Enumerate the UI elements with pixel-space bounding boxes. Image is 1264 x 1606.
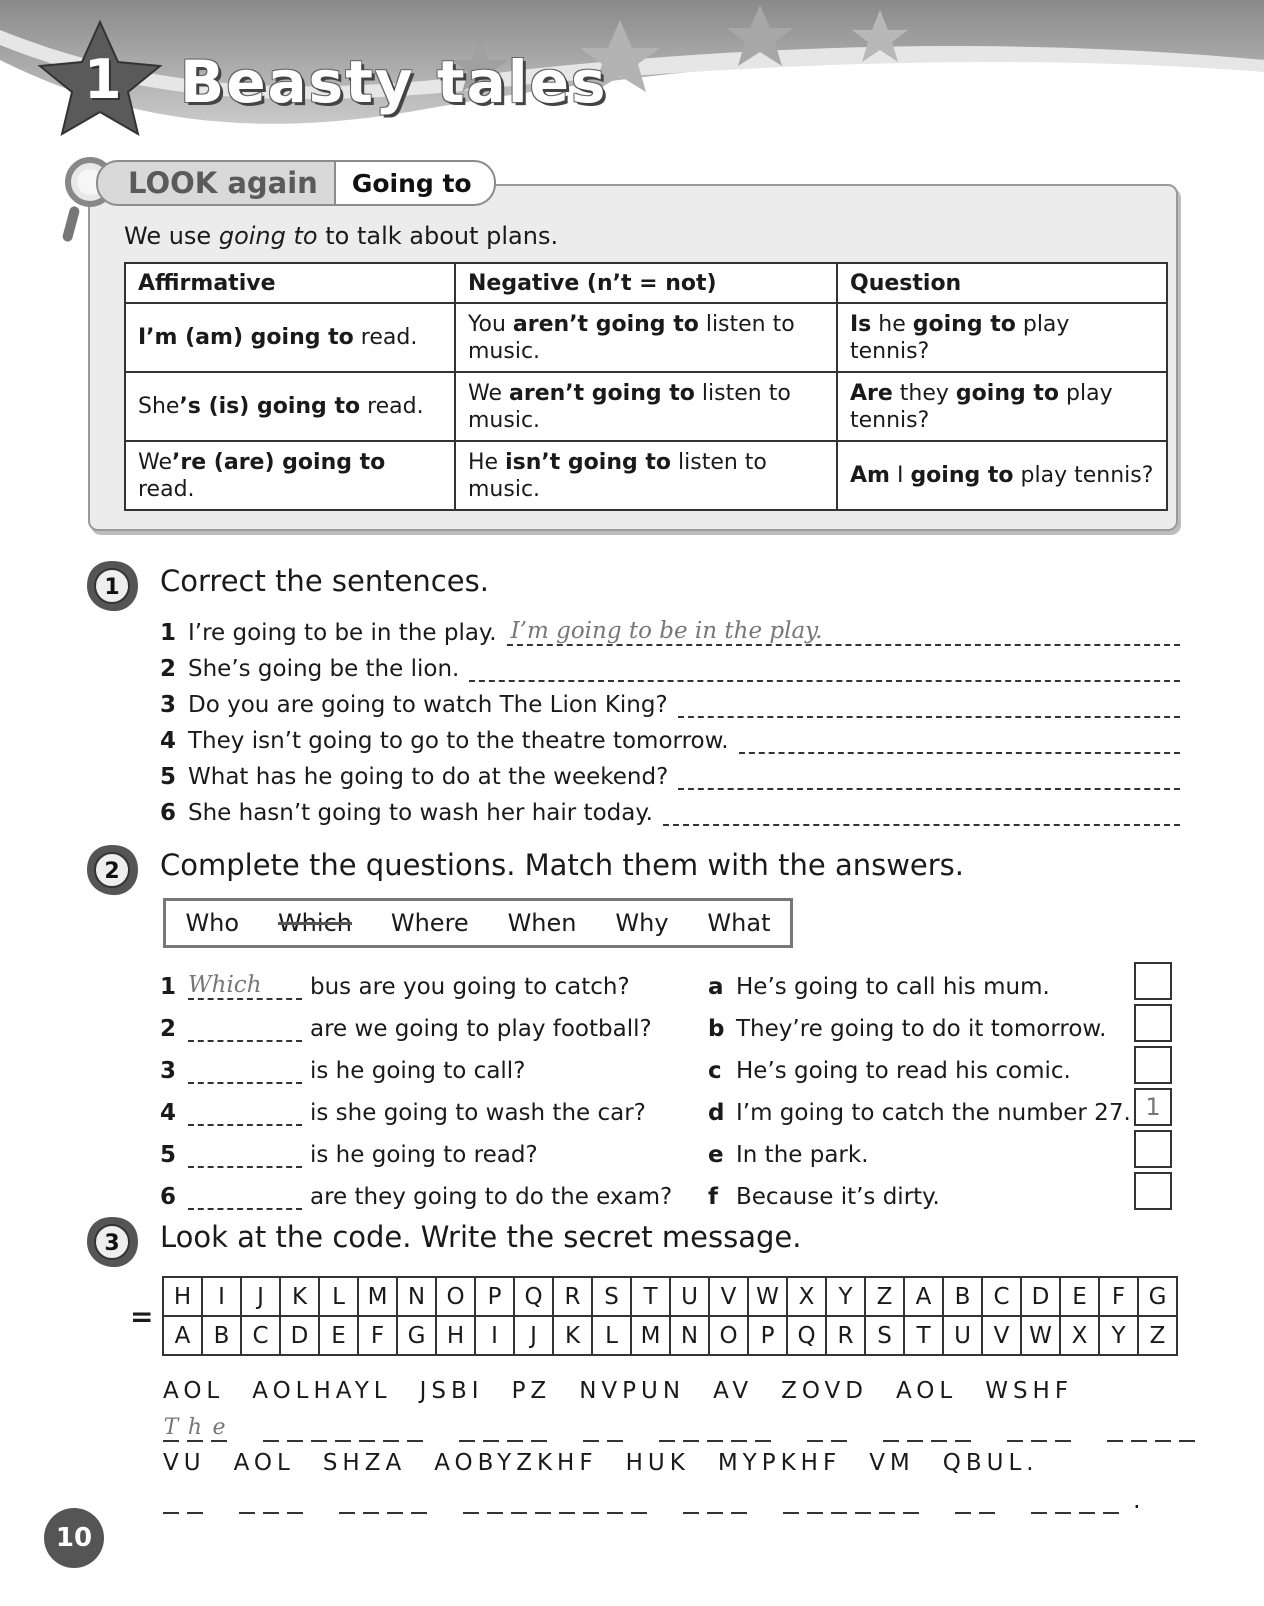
answer-word [583, 1416, 631, 1442]
letter-blank[interactable] [731, 1488, 747, 1514]
table-cell: You aren’t going to listen to music. [455, 303, 837, 372]
code-letter: Q [787, 1316, 826, 1355]
code-letter: F [358, 1316, 397, 1355]
page-number: 10 [44, 1508, 104, 1568]
code-row-plain [163, 1316, 1177, 1355]
code-letter: N [397, 1277, 436, 1316]
answer-word [1107, 1416, 1203, 1442]
table-cell: We’re (are) going to read. [125, 441, 455, 510]
code-letter: Q [514, 1277, 553, 1316]
code-letter: E [319, 1316, 358, 1355]
answer-item: a He’s going to call his mum. [708, 974, 1050, 1000]
letter-blank[interactable] [507, 1416, 523, 1442]
question-blank[interactable] [188, 1140, 302, 1168]
letter-blank[interactable]: T [163, 1415, 179, 1440]
match-box[interactable] [1134, 1046, 1172, 1084]
secret-message-line-2 [163, 1450, 1067, 1476]
code-letter: J [241, 1277, 280, 1316]
letter-blank[interactable] [311, 1416, 327, 1442]
letter-blank[interactable] [755, 1416, 771, 1442]
word-who: Who [185, 909, 240, 937]
answer-word [459, 1416, 555, 1442]
letter-blank[interactable] [1103, 1488, 1119, 1514]
letter-blank[interactable] [979, 1488, 995, 1514]
code-word: AOBYZKHF [434, 1450, 598, 1476]
letter-blank[interactable] [483, 1416, 499, 1442]
sentence-item: 4 They isn’t going to go to the theatre tomorrow. [160, 720, 1180, 754]
unit-header [0, 0, 1264, 150]
code-letter: Y [826, 1277, 865, 1316]
answer-word [1007, 1416, 1079, 1442]
letter-blank[interactable] [707, 1488, 723, 1514]
code-letter: A [163, 1316, 202, 1355]
code-letter: M [631, 1316, 670, 1355]
letter-blank[interactable] [239, 1488, 255, 1514]
answer-word [463, 1488, 655, 1514]
grammar-table [124, 262, 1168, 511]
code-table [162, 1276, 1178, 1356]
code-letter: Z [865, 1277, 904, 1316]
word-when: When [507, 909, 577, 937]
code-letter: P [748, 1316, 787, 1355]
word-what: What [707, 909, 771, 937]
letter-blank[interactable] [1055, 1416, 1071, 1442]
letter-blank[interactable] [907, 1416, 923, 1442]
question-item: 4 is she going to wash the car? [160, 1100, 646, 1126]
table-row [125, 441, 1167, 510]
answer-blanks-line-1 [163, 1412, 1231, 1442]
code-letter: N [670, 1316, 709, 1355]
answer-item: c He’s going to read his comic. [708, 1058, 1071, 1084]
sentence-item: 5 What has he going to do at the weekend? [160, 756, 1180, 790]
code-letter: M [358, 1277, 397, 1316]
letter-blank[interactable] [1031, 1488, 1047, 1514]
answer-word [163, 1488, 211, 1514]
letter-blank[interactable] [583, 1416, 599, 1442]
letter-blank[interactable] [187, 1488, 203, 1514]
code-letter: L [592, 1316, 631, 1355]
letter-blank[interactable] [459, 1416, 475, 1442]
letter-blank[interactable] [339, 1488, 355, 1514]
answer-word [683, 1488, 755, 1514]
question-blank[interactable] [188, 1098, 302, 1126]
answer-word [163, 1416, 235, 1442]
letter-blank[interactable] [879, 1488, 895, 1514]
word-box [163, 898, 793, 948]
code-letter: G [1138, 1277, 1177, 1316]
match-box[interactable] [1134, 962, 1172, 1000]
answer-line[interactable] [469, 656, 1180, 682]
question-blank[interactable] [188, 972, 302, 1000]
code-word: HUK [625, 1450, 690, 1476]
code-word: VU [163, 1450, 206, 1476]
code-letter: V [982, 1316, 1021, 1355]
table-row [125, 303, 1167, 372]
full-stop: . [1133, 1486, 1141, 1514]
table-cell: Are they going to play tennis? [837, 372, 1167, 441]
code-letter: I [202, 1277, 241, 1316]
answer-word [659, 1416, 779, 1442]
code-word: SHZA [322, 1450, 407, 1476]
letter-blank[interactable] [287, 1488, 303, 1514]
answer-line[interactable] [678, 764, 1180, 790]
code-letter: T [904, 1316, 943, 1355]
example-fill: Which [188, 972, 262, 998]
code-letter: V [709, 1277, 748, 1316]
question-blank[interactable] [188, 1056, 302, 1084]
code-letter: X [787, 1277, 826, 1316]
letter-blank[interactable] [559, 1488, 575, 1514]
question-blank[interactable] [188, 1014, 302, 1042]
code-letter: L [319, 1277, 358, 1316]
answer-item: d I’m going to catch the number 27. [708, 1100, 1131, 1126]
code-letter: U [670, 1277, 709, 1316]
letter-blank[interactable] [783, 1488, 799, 1514]
answer-blanks-line-2 [163, 1484, 1141, 1514]
code-letter: H [163, 1277, 202, 1316]
code-letter: Y [1099, 1316, 1138, 1355]
code-letter: R [826, 1316, 865, 1355]
letter-blank[interactable] [607, 1488, 623, 1514]
table-cell: We aren’t going to listen to music. [455, 372, 837, 441]
grammar-topic: Going to [336, 160, 496, 206]
table-row [125, 372, 1167, 441]
table-cell: He isn’t going to listen to music. [455, 441, 837, 510]
answer-word [339, 1488, 435, 1514]
code-word: JSBI [419, 1378, 484, 1404]
code-word: AOL [233, 1450, 295, 1476]
answer-item: b They’re going to do it tomorrow. [708, 1016, 1107, 1042]
letter-blank[interactable] [387, 1488, 403, 1514]
letter-blank[interactable]: h [187, 1415, 203, 1440]
answer-word [883, 1416, 979, 1442]
question-item: 1 Which bus are you going to catch? [160, 972, 630, 1000]
sentence-item: 3 Do you are going to watch The Lion King? [160, 684, 1180, 718]
answer-line[interactable] [663, 800, 1180, 826]
letter-blank[interactable] [263, 1488, 279, 1514]
letter-blank[interactable] [1031, 1416, 1047, 1442]
letter-blank[interactable] [407, 1416, 423, 1442]
letter-blank[interactable] [363, 1488, 379, 1514]
code-letter: S [865, 1316, 904, 1355]
match-box[interactable] [1134, 1004, 1172, 1042]
code-letter: B [943, 1277, 982, 1316]
letter-blank[interactable] [683, 1488, 699, 1514]
svg-text:1: 1 [104, 575, 120, 600]
equals-sign: = [130, 1300, 154, 1333]
match-box[interactable]: 1 [1134, 1088, 1172, 1126]
code-letter: O [709, 1316, 748, 1355]
letter-blank[interactable] [583, 1488, 599, 1514]
code-letter: B [202, 1316, 241, 1355]
letter-blank[interactable] [631, 1488, 647, 1514]
code-letter: S [592, 1277, 631, 1316]
letter-blank[interactable] [463, 1488, 479, 1514]
exercise-2-title: Complete the questions. Match them with the answers. [160, 848, 965, 882]
exercise-3-badge [84, 1214, 140, 1270]
answer-word [955, 1488, 1003, 1514]
match-box[interactable] [1134, 1130, 1172, 1168]
exercise-1-title: Correct the sentences. [160, 564, 489, 598]
code-word: PZ [511, 1378, 552, 1404]
code-letter: H [436, 1316, 475, 1355]
code-word: MYPKHF [717, 1450, 842, 1476]
code-letter: K [280, 1277, 319, 1316]
letter-blank[interactable] [335, 1416, 351, 1442]
letter-blank[interactable] [383, 1416, 399, 1442]
letter-blank[interactable] [1107, 1416, 1123, 1442]
answer-item: f Because it’s dirty. [708, 1184, 940, 1210]
letter-blank[interactable] [931, 1416, 947, 1442]
example-answer: I’m going to be in the play. [510, 618, 823, 644]
sentence-item: 1 I’re going to be in the play. I’m going to be in the play. [160, 612, 1180, 646]
letter-blank[interactable] [1131, 1416, 1147, 1442]
letter-blank[interactable] [1079, 1488, 1095, 1514]
svg-text:3: 3 [104, 1231, 120, 1256]
letter-blank[interactable] [487, 1488, 503, 1514]
letter-blank[interactable] [263, 1416, 279, 1442]
answer-word [807, 1416, 855, 1442]
letter-blank[interactable] [855, 1488, 871, 1514]
letter-blank[interactable]: e [212, 1415, 226, 1440]
exercise-1-badge [84, 558, 140, 614]
header-question: Question [837, 263, 1167, 303]
unit-number: 1 [84, 48, 122, 111]
exercise-2-badge [84, 842, 140, 898]
letter-blank[interactable] [1007, 1416, 1023, 1442]
letter-blank[interactable] [883, 1416, 899, 1442]
letter-blank[interactable] [1055, 1488, 1071, 1514]
header-negative: Negative (n’t = not) [455, 263, 837, 303]
code-word: AOLHAYL [252, 1378, 392, 1404]
code-letter: E [1060, 1277, 1099, 1316]
letter-blank[interactable] [955, 1488, 971, 1514]
grammar-intro: We use going to to talk about plans. [124, 222, 559, 250]
answer-line[interactable] [678, 692, 1180, 718]
exercise-3-title: Look at the code. Write the secret message. [160, 1220, 802, 1254]
table-cell: I’m (am) going to read. [125, 303, 455, 372]
letter-blank[interactable] [1155, 1416, 1171, 1442]
code-letter: U [943, 1316, 982, 1355]
code-letter: T [631, 1277, 670, 1316]
code-letter: W [1021, 1316, 1060, 1355]
sentence-item: 2 She’s going be the lion. [160, 648, 1180, 682]
header-affirmative: Affirmative [125, 263, 455, 303]
code-letter: X [1060, 1316, 1099, 1355]
table-cell: Am I going to play tennis? [837, 441, 1167, 510]
answer-line[interactable] [739, 728, 1180, 754]
code-word: AOL [163, 1378, 225, 1404]
letter-blank[interactable] [531, 1416, 547, 1442]
code-letter: I [475, 1316, 514, 1355]
letter-blank[interactable] [287, 1416, 303, 1442]
letter-blank[interactable] [955, 1416, 971, 1442]
table-cell: She’s (is) going to read. [125, 372, 455, 441]
letter-blank[interactable] [903, 1488, 919, 1514]
letter-blank[interactable] [831, 1416, 847, 1442]
code-word: ZOVD [781, 1378, 868, 1404]
letter-blank[interactable] [731, 1416, 747, 1442]
code-letter: R [553, 1277, 592, 1316]
code-letter: P [475, 1277, 514, 1316]
code-letter: W [748, 1277, 787, 1316]
answer-line[interactable] [507, 620, 1180, 646]
code-word: QBUL. [942, 1450, 1039, 1476]
unit-title: Beasty tales [180, 48, 608, 116]
question-item: 6 are they going to do the exam? [160, 1184, 673, 1210]
code-letter: C [241, 1316, 280, 1355]
sentence-item: 6 She hasn’t going to wash her hair today. [160, 792, 1180, 826]
code-letter: F [1099, 1277, 1138, 1316]
table-cell: Is he going to play tennis? [837, 303, 1167, 372]
question-blank[interactable] [188, 1182, 302, 1210]
code-word: NVPUN [579, 1378, 686, 1404]
code-letter: O [436, 1277, 475, 1316]
answer-word [239, 1488, 311, 1514]
letter-blank[interactable] [163, 1488, 179, 1514]
code-letter: Z [1138, 1316, 1177, 1355]
code-word: AOL [895, 1378, 958, 1404]
code-letter: A [904, 1277, 943, 1316]
answer-word [1031, 1488, 1127, 1514]
code-letter: G [397, 1316, 436, 1355]
code-letter: D [1021, 1277, 1060, 1316]
letter-blank[interactable] [607, 1416, 623, 1442]
answer-word [263, 1416, 431, 1442]
letter-blank[interactable] [359, 1416, 375, 1442]
letter-blank[interactable] [535, 1488, 551, 1514]
code-word: WSHF [985, 1378, 1074, 1404]
code-letter: K [553, 1316, 592, 1355]
match-box[interactable] [1134, 1172, 1172, 1210]
code-word: AV [713, 1378, 754, 1404]
word-where: Where [390, 909, 469, 937]
code-word: VM [869, 1450, 915, 1476]
question-item: 5 is he going to read? [160, 1142, 538, 1168]
answer-word [783, 1488, 927, 1514]
look-again-label: LOOK again [96, 160, 336, 206]
letter-blank[interactable] [411, 1488, 427, 1514]
answer-item: e In the park. [708, 1142, 869, 1168]
grammar-table-header [125, 263, 1167, 303]
letter-blank[interactable] [831, 1488, 847, 1514]
code-letter: J [514, 1316, 553, 1355]
code-letter: D [280, 1316, 319, 1355]
word-which-crossed: Which [277, 909, 352, 937]
letter-blank[interactable] [807, 1488, 823, 1514]
letter-blank[interactable] [659, 1416, 675, 1442]
secret-message-line-1 [163, 1378, 1101, 1404]
letter-blank[interactable] [707, 1416, 723, 1442]
letter-blank[interactable] [807, 1416, 823, 1442]
code-letter: C [982, 1277, 1021, 1316]
word-why: Why [615, 909, 669, 937]
letter-blank[interactable] [1179, 1416, 1195, 1442]
letter-blank[interactable] [683, 1416, 699, 1442]
letter-blank[interactable] [511, 1488, 527, 1514]
code-row-cipher [163, 1277, 1177, 1316]
question-item: 3 is he going to call? [160, 1058, 526, 1084]
question-item: 2 are we going to play football? [160, 1016, 652, 1042]
look-again-tab [96, 160, 496, 206]
svg-text:2: 2 [104, 859, 120, 884]
